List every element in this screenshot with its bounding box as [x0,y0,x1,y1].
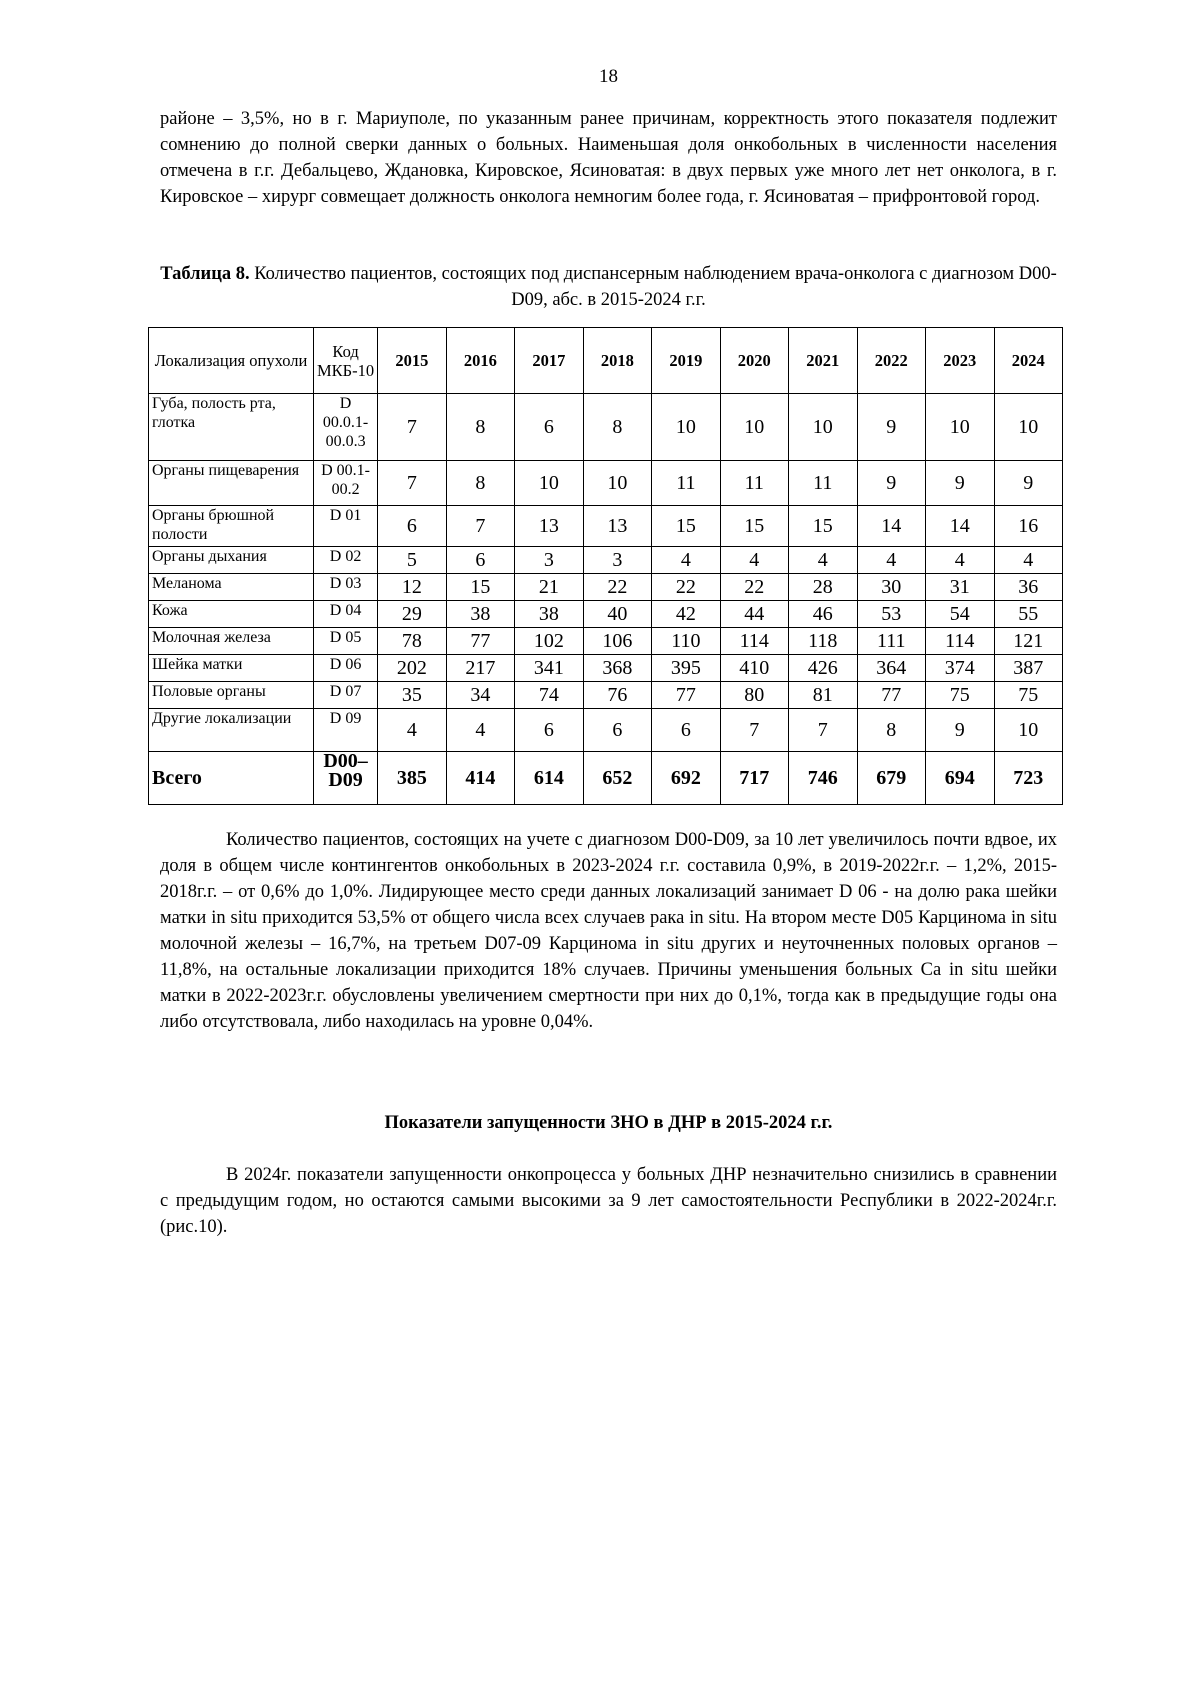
paragraph: Количество пациентов, состоящих на учете с диагнозом D00-D09, за 10 лет увеличилось почти вдвое, их доля в общем числе контингентов онкобольных в 2023-2024 г.г. составила 0,9%, в 2019-2022г.г. – 1,2%, 2015-2018г.г. – от 0,6% до 1,0%. Лидирующее место среди данных локализаций занимает D 06 - на долю рака шейки матки in situ приходится 53,5% от общего числа всех случаев рака in situ. На втором месте D05 Карцинома in situ молочной железы – 16,7%, на третьем D07-09 Карцинома in situ других и неуточненных половых органов – 11,8%, на остальные локализации приходится 18% случаев. Причины уменьшения больных Ca in situ шейки матки в 2022-2023г.г. обусловлены увеличением смертности при них до 0,1%, тогда как в предыдущие годы она либо отсутствовала, либо находилась на уровне 0,04%. [160,830,1057,1032]
value-cell: 6 [583,709,651,752]
value-cell: 10 [994,709,1063,752]
value-cell: 36 [994,574,1063,601]
code-cell: D 00.1-00.2 [314,461,378,506]
table-row [149,628,1063,655]
value-cell: 746 [789,752,857,805]
value-cell: 9 [857,461,925,506]
code-cell: D 03 [314,574,378,601]
value-cell: 7 [789,709,857,752]
value-cell: 7 [446,506,514,547]
value-cell: 10 [720,394,788,461]
value-cell: 77 [446,628,514,655]
value-cell: 368 [583,655,651,682]
value-cell: 15 [720,506,788,547]
code-cell: D 06 [314,655,378,682]
location-cell: Органы дыхания [149,547,314,574]
value-cell: 8 [583,394,651,461]
value-cell: 10 [652,394,720,461]
table-row [149,506,1063,547]
value-cell: 395 [652,655,720,682]
table-row [149,682,1063,709]
value-cell: 374 [926,655,994,682]
value-cell: 202 [378,655,446,682]
value-cell: 9 [857,394,925,461]
value-cell: 4 [926,547,994,574]
code-cell: D 05 [314,628,378,655]
value-cell: 22 [652,574,720,601]
value-cell: 11 [789,461,857,506]
value-cell: 694 [926,752,994,805]
value-cell: 10 [926,394,994,461]
header-code: Код МКБ-10 [314,328,378,394]
value-cell: 679 [857,752,925,805]
value-cell: 30 [857,574,925,601]
location-cell: Органы брюшной полости [149,506,314,547]
location-cell: Органы пищеварения [149,461,314,506]
header-location: Локализация опухоли [149,328,314,394]
value-cell: 46 [789,601,857,628]
value-cell: 75 [926,682,994,709]
value-cell: 12 [378,574,446,601]
value-cell: 22 [720,574,788,601]
page-number: 18 [599,66,618,87]
table-row [149,655,1063,682]
value-cell: 387 [994,655,1063,682]
value-cell: 9 [926,709,994,752]
value-cell: 16 [994,506,1063,547]
value-cell: 111 [857,628,925,655]
location-cell: Другие локализации [149,709,314,752]
location-cell: Половые органы [149,682,314,709]
value-cell: 31 [926,574,994,601]
value-cell: 75 [994,682,1063,709]
value-cell: 74 [515,682,583,709]
value-cell: 102 [515,628,583,655]
value-cell: 114 [926,628,994,655]
value-cell: 35 [378,682,446,709]
table-header-row [149,328,1063,394]
value-cell: 42 [652,601,720,628]
header-year: 2023 [926,328,994,394]
value-cell: 118 [789,628,857,655]
value-cell: 717 [720,752,788,805]
code-cell: D 01 [314,506,378,547]
header-year: 2021 [789,328,857,394]
code-cell: D00–D09 [314,752,378,805]
value-cell: 217 [446,655,514,682]
header-year: 2024 [994,328,1063,394]
value-cell: 10 [994,394,1063,461]
value-cell: 40 [583,601,651,628]
value-cell: 38 [515,601,583,628]
value-cell: 34 [446,682,514,709]
paragraph: районе – 3,5%, но в г. Мариуполе, по указанным ранее причинам, корректность этого показателя подлежит сомнению до полной сверки данных о больных. Наименьшая доля онкобольных в численности населения отмечена в г.г. Дебальцево, Ждановка, Кировское, Ясиноватая: в двух первых уже много лет нет онколога, в г. Кировское – хирург совмещает должность онколога немногим более года, г. Ясиноватая – прифронтовой город. [160,109,1057,207]
header-year: 2022 [857,328,925,394]
value-cell: 121 [994,628,1063,655]
table-row [149,394,1063,461]
value-cell: 341 [515,655,583,682]
code-cell: D 04 [314,601,378,628]
value-cell: 4 [857,547,925,574]
value-cell: 4 [720,547,788,574]
table-row [149,547,1063,574]
value-cell: 14 [926,506,994,547]
code-cell: D 07 [314,682,378,709]
value-cell: 78 [378,628,446,655]
value-cell: 11 [720,461,788,506]
table-row [149,601,1063,628]
value-cell: 10 [583,461,651,506]
table-total-row [149,752,1063,805]
value-cell: 6 [515,709,583,752]
location-cell: Молочная железа [149,628,314,655]
value-cell: 6 [515,394,583,461]
value-cell: 55 [994,601,1063,628]
value-cell: 8 [446,394,514,461]
value-cell: 3 [515,547,583,574]
value-cell: 414 [446,752,514,805]
table-caption [160,261,1057,313]
location-cell: Шейка матки [149,655,314,682]
value-cell: 7 [378,394,446,461]
value-cell: 4 [994,547,1063,574]
code-cell: D 02 [314,547,378,574]
header-year: 2016 [446,328,514,394]
value-cell: 385 [378,752,446,805]
header-year: 2020 [720,328,788,394]
value-cell: 15 [789,506,857,547]
value-cell: 15 [652,506,720,547]
value-cell: 4 [652,547,720,574]
value-cell: 426 [789,655,857,682]
section-heading: Показатели запущенности ЗНО в ДНР в 2015-2024 г.г. [384,1113,833,1133]
value-cell: 652 [583,752,651,805]
value-cell: 614 [515,752,583,805]
code-cell: D 09 [314,709,378,752]
value-cell: 3 [583,547,651,574]
table-row [149,709,1063,752]
header-year: 2017 [515,328,583,394]
value-cell: 76 [583,682,651,709]
value-cell: 13 [515,506,583,547]
value-cell: 106 [583,628,651,655]
value-cell: 22 [583,574,651,601]
value-cell: 80 [720,682,788,709]
location-cell: Меланома [149,574,314,601]
value-cell: 6 [446,547,514,574]
value-cell: 9 [926,461,994,506]
value-cell: 8 [446,461,514,506]
value-cell: 7 [720,709,788,752]
value-cell: 4 [789,547,857,574]
value-cell: 21 [515,574,583,601]
table-row [149,461,1063,506]
value-cell: 114 [720,628,788,655]
value-cell: 364 [857,655,925,682]
location-cell: Кожа [149,601,314,628]
value-cell: 410 [720,655,788,682]
value-cell: 38 [446,601,514,628]
value-cell: 14 [857,506,925,547]
value-cell: 5 [378,547,446,574]
value-cell: 4 [378,709,446,752]
value-cell: 13 [583,506,651,547]
value-cell: 53 [857,601,925,628]
value-cell: 11 [652,461,720,506]
header-year: 2019 [652,328,720,394]
value-cell: 10 [515,461,583,506]
table-row [149,574,1063,601]
header-year: 2015 [378,328,446,394]
value-cell: 692 [652,752,720,805]
value-cell: 81 [789,682,857,709]
value-cell: 28 [789,574,857,601]
value-cell: 6 [378,506,446,547]
value-cell: 4 [446,709,514,752]
value-cell: 77 [652,682,720,709]
value-cell: 7 [378,461,446,506]
value-cell: 9 [994,461,1063,506]
value-cell: 15 [446,574,514,601]
location-cell: Губа, полость рта, глотка [149,394,314,461]
code-cell: D 00.0.1-00.0.3 [314,394,378,461]
value-cell: 110 [652,628,720,655]
table-caption-text: Количество пациентов, состоящих под диспансерным наблюдением врача-онколога с диагнозом D00-D09, абс. в 2015-2024 г.г. [249,264,1057,310]
value-cell: 6 [652,709,720,752]
table-caption-label: Таблица 8. [160,264,250,284]
value-cell: 29 [378,601,446,628]
location-cell: Всего [149,752,314,805]
value-cell: 44 [720,601,788,628]
patients-table [148,327,1063,805]
value-cell: 8 [857,709,925,752]
header-year: 2018 [583,328,651,394]
value-cell: 77 [857,682,925,709]
value-cell: 10 [789,394,857,461]
value-cell: 723 [994,752,1063,805]
value-cell: 54 [926,601,994,628]
paragraph: В 2024г. показатели запущенности онкопроцесса у больных ДНР незначительно снизились в сравнении с предыдущим годом, но остаются самыми высокими за 9 лет самостоятельности Республики в 2022-2024г.г. (рис.10). [160,1165,1057,1237]
